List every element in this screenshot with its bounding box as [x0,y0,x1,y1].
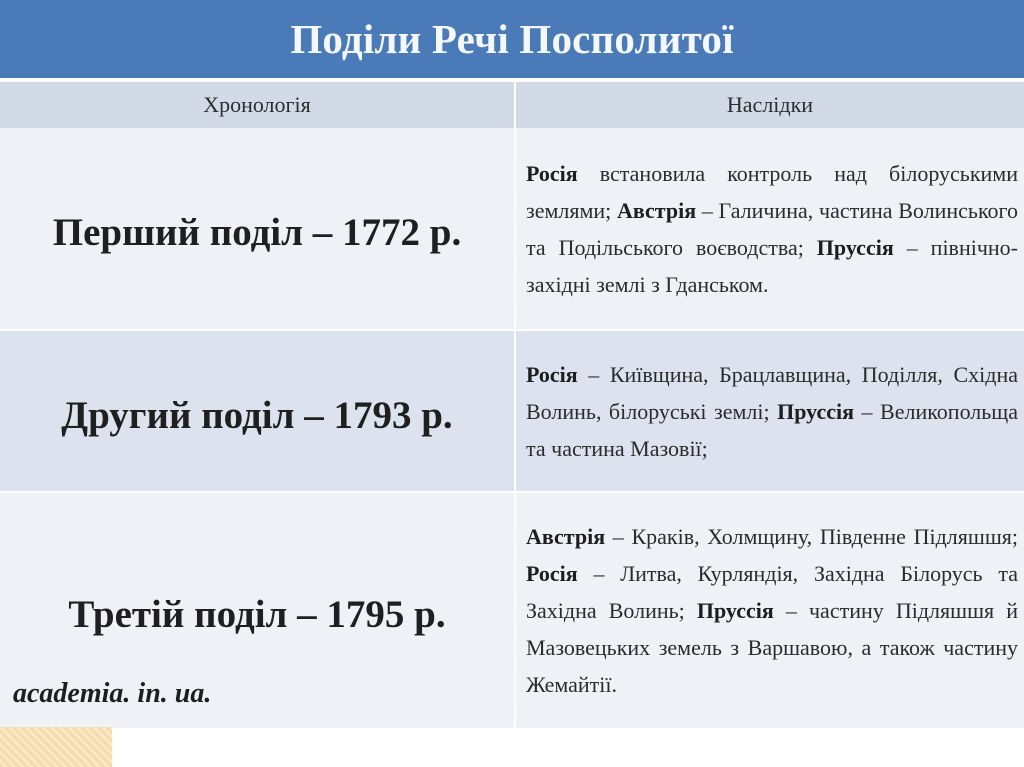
table-row [0,330,1024,492]
partition-cell [0,330,515,492]
consequence-text: Австрія – Краків, Холмщину, Південне Підляшшя; Росія – Литва, Курляндія, Західна Білорусь та Західна Волинь; Пруссія – частину Підляшшя й Мазовецьких земель з Варшавою, а також частину Жемайтії. [526,524,1018,697]
header-chronology: Хронологія [0,82,515,128]
country-name: Австрія [617,197,697,223]
table-row [0,128,1024,330]
partition-cell [0,128,515,330]
consequence-cell [515,128,1024,330]
partitions-table [0,82,1024,730]
slide-title: Поділи Речі Посполитої [0,0,1024,78]
country-name: Росія [526,561,578,586]
partition-name: Перший поділ – 1772 р. [52,211,462,254]
consequence-cell [515,492,1024,729]
country-name: Росія [526,160,578,186]
consequence-text: Росія встановила контроль над білоруськими землями; Австрія – Галичина, частина Волинського та Подільського воєводства; Пруссія – північно-західні землі з Гданськом. [526,160,1018,297]
source-watermark: academia. in. ua. [13,678,212,709]
partition-name: Другий поділ – 1793 р. [61,393,453,437]
country-name: Пруссія [696,598,774,623]
country-name: Пруссія [816,234,894,260]
table-header-row [0,82,1024,128]
country-name: Австрія [526,524,606,549]
partition-name: Третій поділ – 1795 р. [68,593,446,636]
header-consequences: Наслідки [515,82,1024,128]
corner-decoration [0,727,112,767]
consequence-cell [515,330,1024,492]
consequence-text: Росія – Київщина, Брацлавщина, Поділля, Східна Волинь, білоруські землі; Пруссія – Великопольща та частина Мазовії; [526,361,1018,461]
country-name: Росія [526,361,578,387]
country-name: Пруссія [777,398,855,424]
